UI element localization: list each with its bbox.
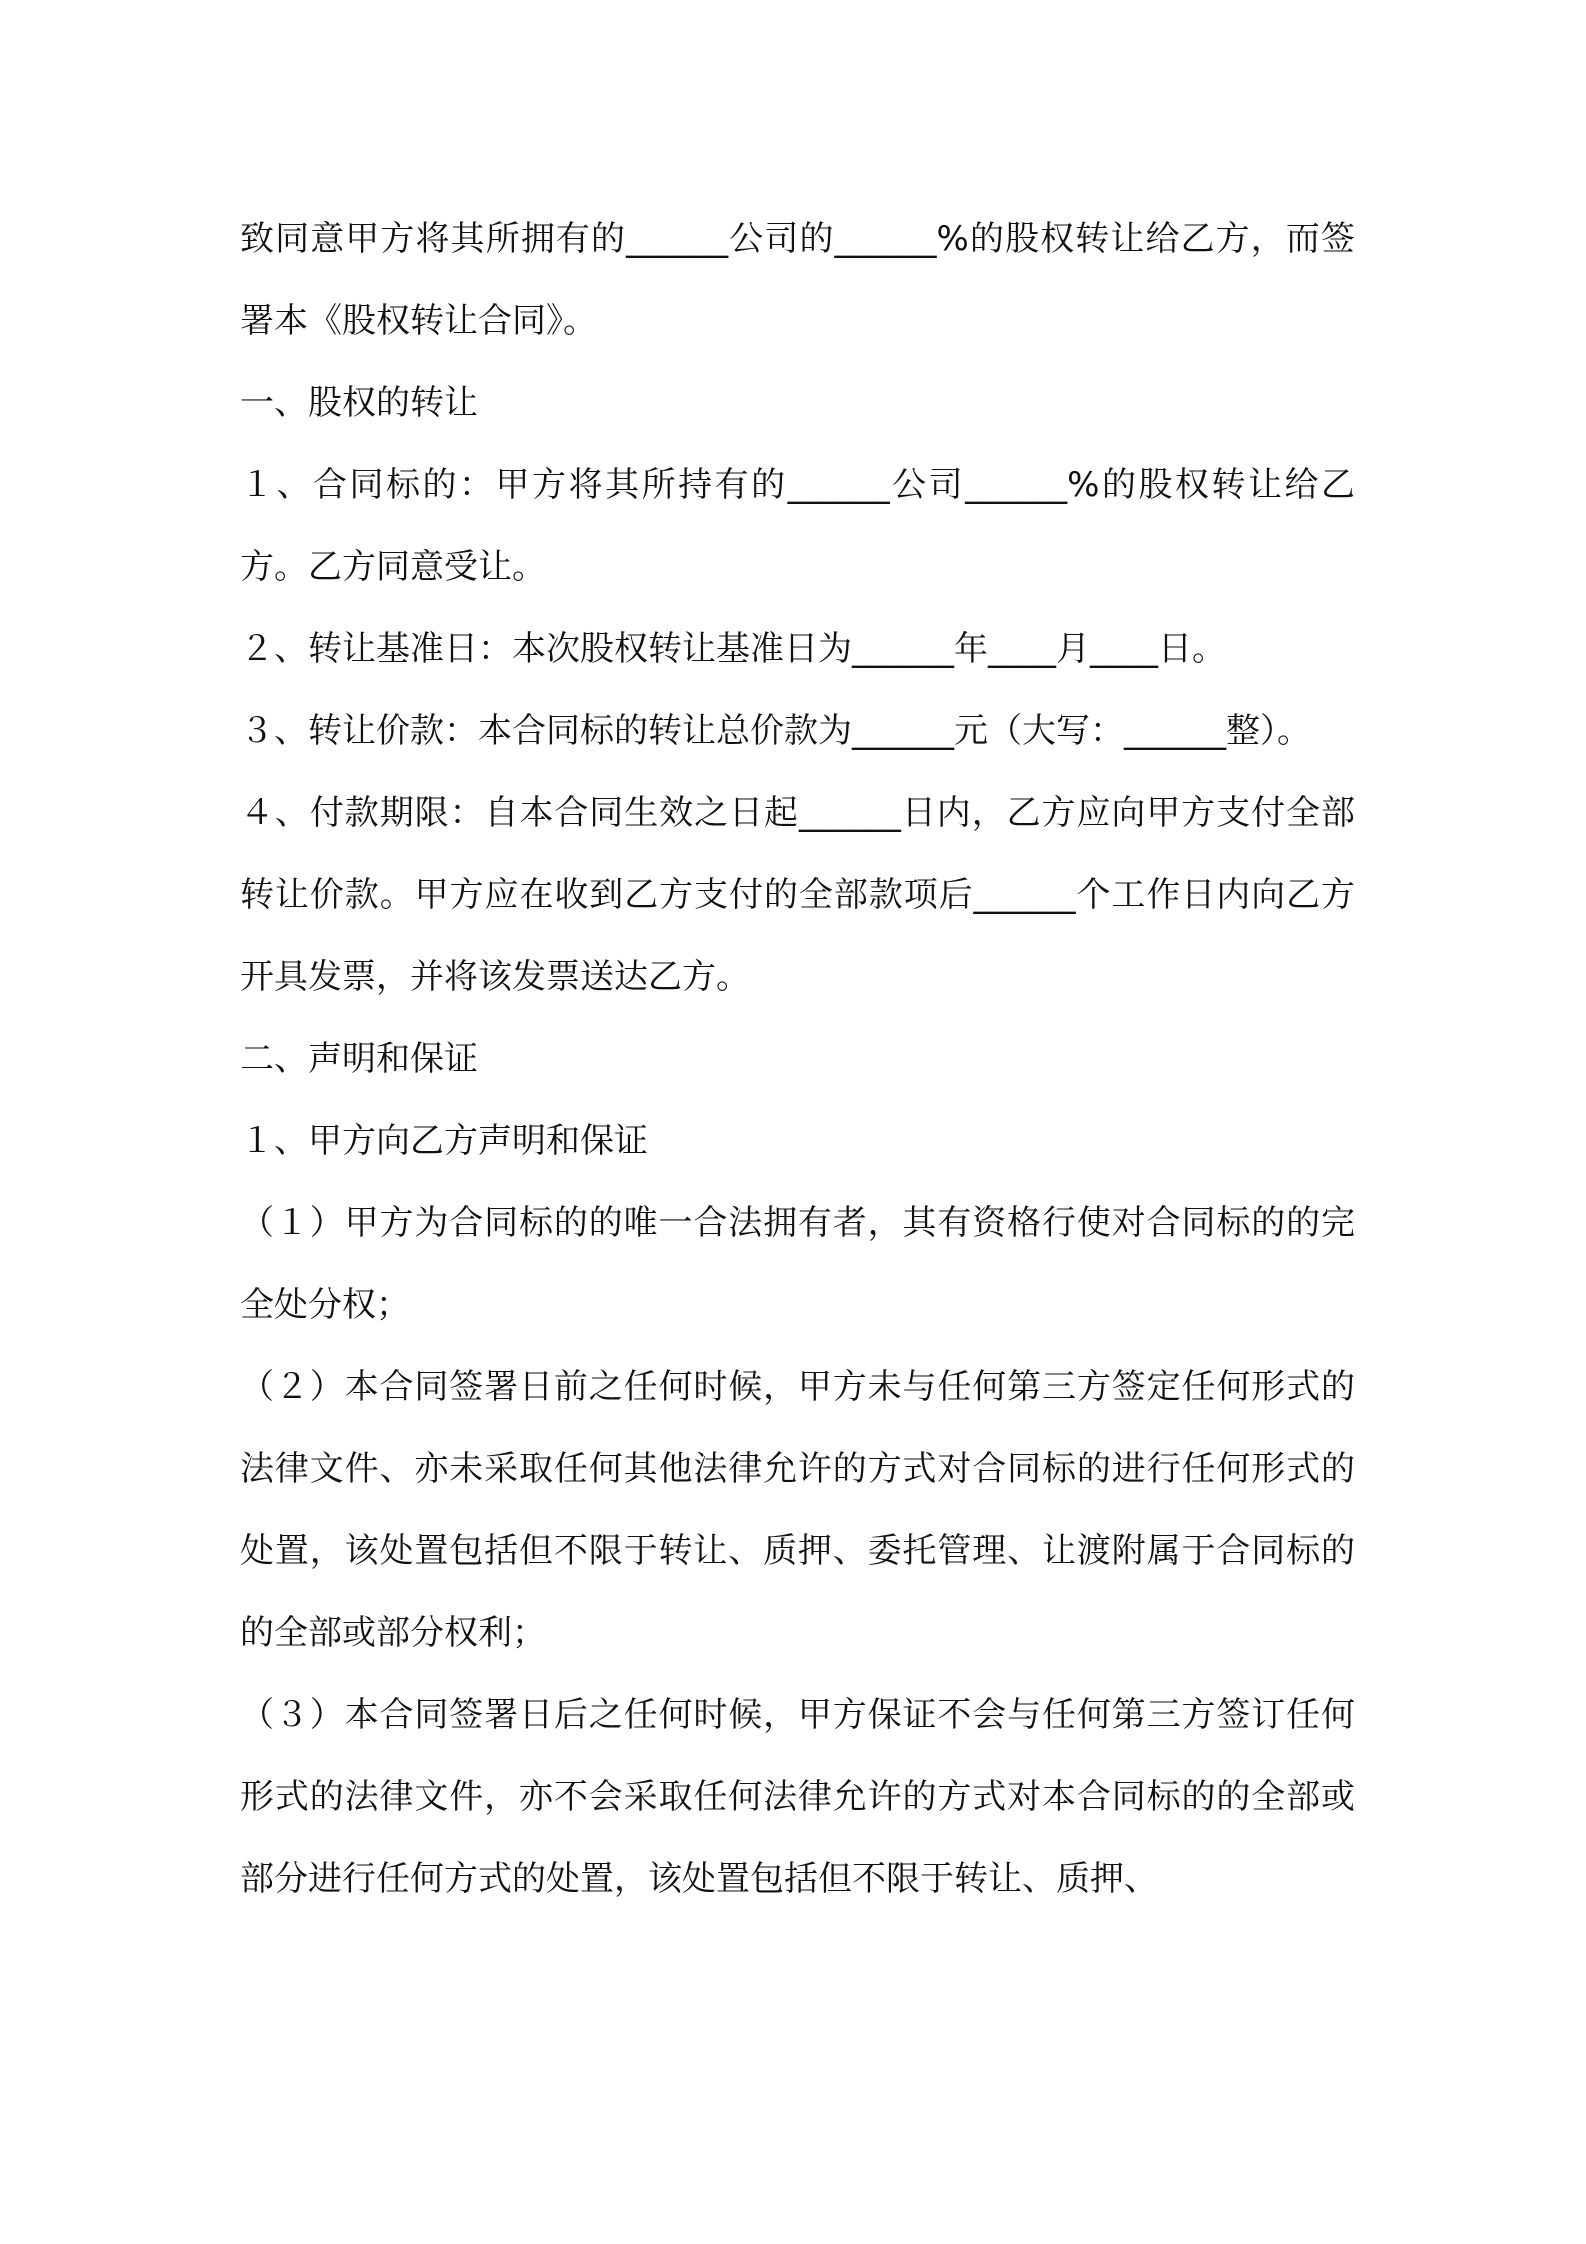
clause-payment-term: ４、付款期限：自本合同生效之日起______日内，乙方应向甲方支付全部转让价款。甲方应在收到乙方支付的全部款项后______个工作日内向乙方开具发票，并将该发票送达乙方。 [240, 793, 1355, 997]
heading-representations: 二、声明和保证 [240, 1039, 478, 1079]
warranty-item-1: （１）甲方为合同标的的唯一合法拥有者，其有资格行使对合同标的的完全处分权； [240, 1203, 1355, 1325]
subheading-party-a-warranties: １、甲方向乙方声明和保证 [240, 1121, 648, 1161]
warranty-item-3: （３）本合同签署日后之任何时候，甲方保证不会与任何第三方签订任何形式的法律文件，亦不会采取任何法律允许的方式对本合同标的的全部或部分进行任何方式的处置，该处置包括但不限于转让、质押、 [240, 1695, 1355, 1899]
clause-base-date: ２、转让基准日：本次股权转让基准日为______年____月____日。 [240, 629, 1226, 669]
warranty-item-2: （２）本合同签署日前之任何时候，甲方未与任何第三方签定任何形式的法律文件、亦未采取任何其他法律允许的方式对合同标的进行任何形式的处置，该处置包括但不限于转让、质押、委托管理、让渡附属于合同标的的全部或部分权利； [240, 1367, 1355, 1653]
contract-body [240, 198, 1355, 1920]
clause-transfer-price: ３、转让价款：本合同标的转让总价款为______元（大写：______整）。 [240, 711, 1311, 751]
heading-equity-transfer: 一、股权的转让 [240, 383, 478, 423]
paragraph-consent: 致同意甲方将其所拥有的______公司的______%的股权转让给乙方，而签署本《股权转让合同》。 [240, 219, 1355, 341]
clause-subject-matter: １、合同标的：甲方将其所持有的______公司______%的股权转让给乙方。乙方同意受让。 [240, 465, 1355, 587]
